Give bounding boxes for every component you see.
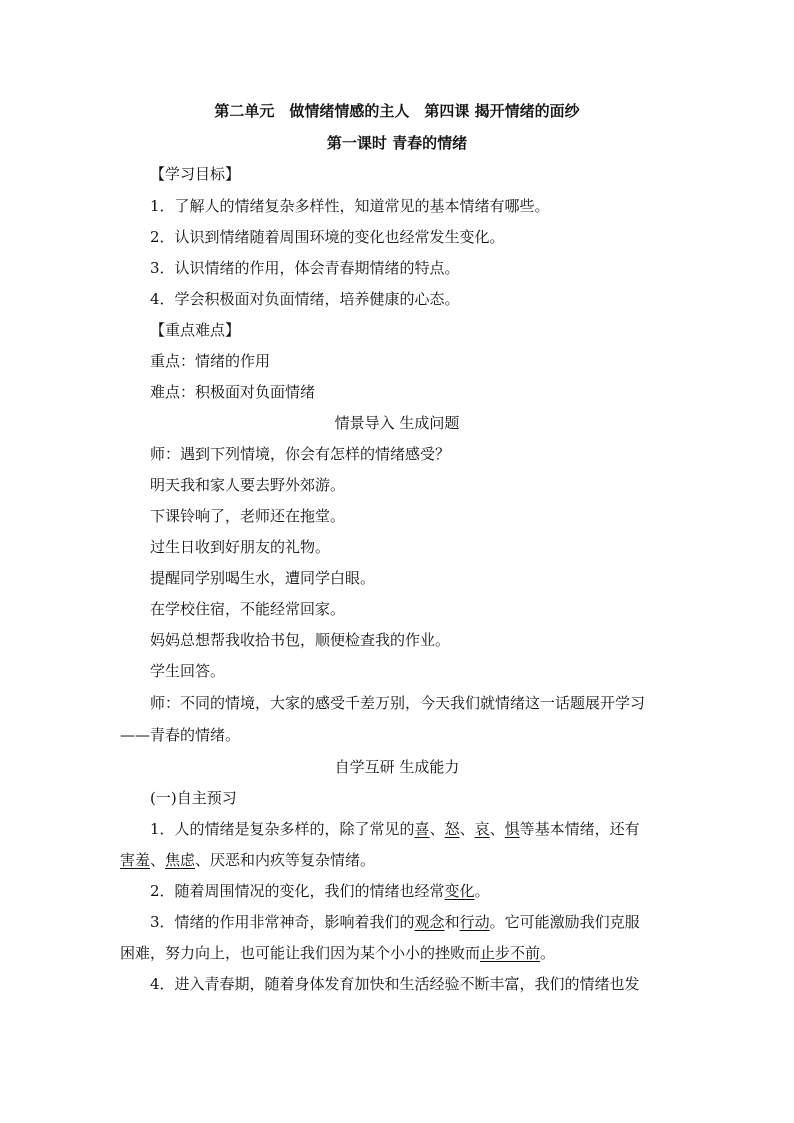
difficult-point: 难点：积极面对负面情绪: [150, 383, 316, 401]
objectives-heading: 【学习目标】: [150, 165, 241, 183]
objective-item: 2．认识到情绪随着周围环境的变化也经常发生变化。: [150, 228, 505, 246]
blank-answer: 焦虑: [165, 851, 196, 869]
blank-answer: 变化: [444, 882, 475, 900]
intro-question: 师：遇到下列情境，你会有怎样的情绪感受？: [150, 445, 451, 463]
key-point: 重点：情绪的作用: [150, 352, 271, 370]
student-answer: 学生回答。: [150, 662, 226, 680]
teacher-summary-line: 师：不同的情境，大家的感受千差万别，今天我们就情绪这一话题展开学习: [150, 694, 646, 712]
blank-answer: 哀: [474, 820, 490, 838]
situation-item: 妈妈总想帮我收拾书包，顺便检查我的作业。: [150, 631, 451, 649]
blank-answer: 害羞: [120, 851, 151, 869]
blank-answer: 怒: [444, 820, 460, 838]
teacher-summary-line: ——青春的情绪。: [120, 726, 241, 744]
keypoints-heading: 【重点难点】: [150, 321, 241, 339]
blank-answer: 喜: [414, 820, 430, 838]
situation-item: 在学校住宿，不能经常回家。: [150, 600, 346, 618]
preview-item-3-cont: 困难，努力向上，也可能让我们因为某个小小的挫败而止步不前。: [120, 944, 556, 962]
lesson-subtitle: 第一课时 青春的情绪: [326, 134, 468, 152]
blank-answer: 观念: [414, 913, 445, 931]
blank-answer: 惧: [504, 820, 520, 838]
objective-item: 1．了解人的情绪复杂多样性，知道常见的基本情绪有哪些。: [150, 197, 550, 215]
objective-item: 3．认识情绪的作用，体会青春期情绪的特点。: [150, 259, 460, 277]
preview-item-1-cont: 害羞、焦虑、厌恶和内疚等复杂情绪。: [120, 851, 376, 869]
selfstudy-heading: 自学互研 生成能力: [334, 758, 460, 776]
selfstudy-subheading: (一)自主预习: [150, 789, 237, 807]
blank-answer: 行动: [459, 913, 490, 931]
preview-item-1: 1．人的情绪是复杂多样的，除了常见的喜、怒、哀、惧等基本情绪，还有: [150, 820, 640, 838]
situation-item: 下课铃响了，老师还在拖堂。: [150, 507, 346, 525]
preview-item-2: 2．随着周围情况的变化，我们的情绪也经常变化。: [150, 882, 490, 900]
situation-item: 提醒同学别喝生水，遭同学白眼。: [150, 569, 376, 587]
situation-item: 明天我和家人要去野外郊游。: [150, 476, 346, 494]
preview-item-3: 3．情绪的作用非常神奇，影响着我们的观念和行动。它可能激励我们克服: [150, 913, 640, 931]
preview-item-4: 4．进入青春期，随着身体发育加快和生活经验不断丰富，我们的情绪也发: [150, 975, 640, 993]
document-title: 第二单元 做情绪情感的主人 第四课 揭开情绪的面纱: [214, 102, 580, 120]
intro-heading: 情景导入 生成问题: [334, 414, 460, 432]
situation-item: 过生日收到好朋友的礼物。: [150, 538, 331, 556]
blank-answer: 止步不前: [480, 944, 541, 962]
objective-item: 4．学会积极面对负面情绪，培养健康的心态。: [150, 290, 460, 308]
